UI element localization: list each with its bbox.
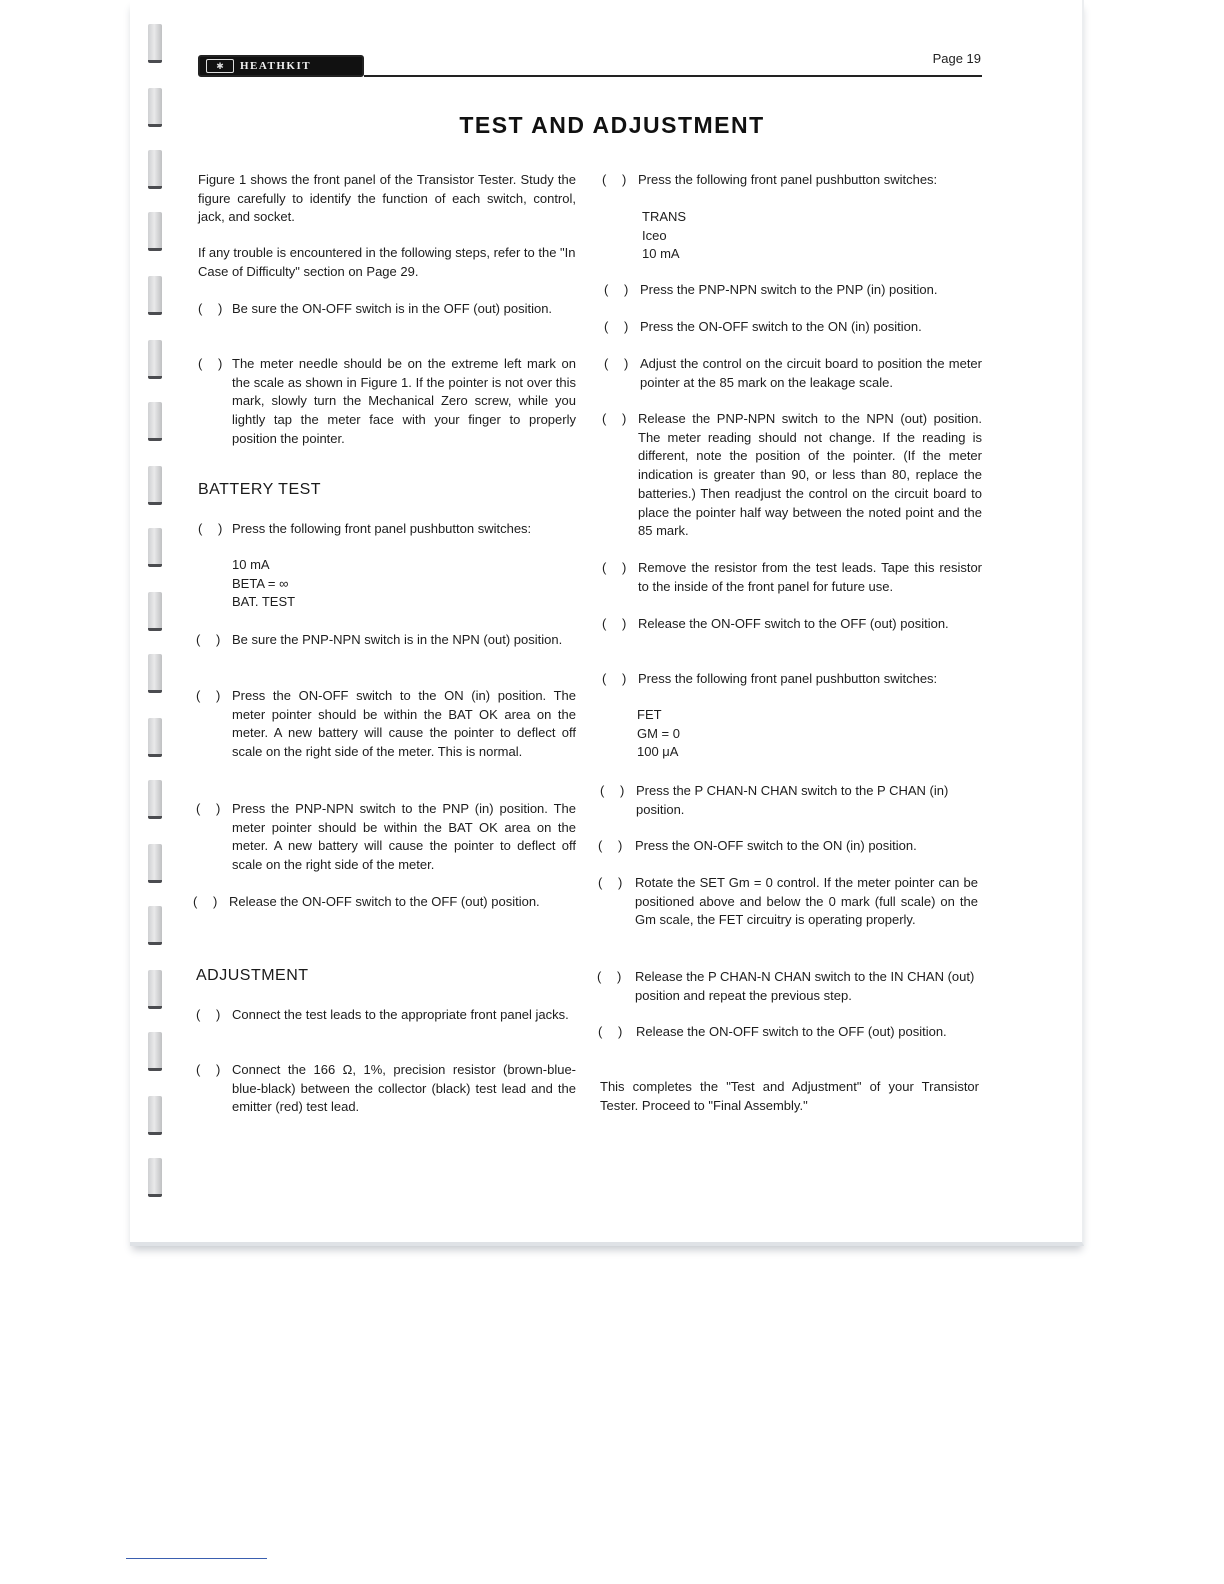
- closing-paragraph: This completes the "Test and Adjustment" of your Transistor Tester. Proceed to "Final Assembly.": [600, 1079, 979, 1113]
- switch-item: 10 mA: [642, 246, 680, 262]
- checkbox-marker[interactable]: ( ): [604, 282, 635, 297]
- heathkit-logo: [198, 55, 364, 77]
- switch-item: TRANS: [642, 209, 687, 224]
- switch-list: [637, 706, 680, 762]
- binder-tab: [148, 654, 162, 693]
- page-title: TEST AND ADJUSTMENT: [459, 112, 765, 138]
- checkbox-marker[interactable]: ( ): [602, 172, 633, 187]
- checklist-step: ( ) Connect the 166 Ω, 1%, precision resistor (brown-blue-blue-black) between the collector (black) test lead and the emitter (red) test lead.: [196, 1062, 576, 1115]
- binder-tab: [148, 906, 162, 945]
- checklist-step: ( ) Release the ON-OFF switch to the OFF (out) position.: [193, 893, 573, 931]
- binder-tab: [148, 466, 162, 505]
- checkbox-marker[interactable]: ( ): [198, 521, 229, 536]
- binder-tab: [148, 402, 162, 441]
- checkbox-marker[interactable]: ( ): [598, 1024, 629, 1039]
- binder-tab: [148, 1096, 162, 1135]
- switch-item: 10 mA: [232, 557, 270, 572]
- checkbox-marker[interactable]: ( ): [604, 356, 635, 371]
- checkbox-marker[interactable]: ( ): [602, 560, 633, 575]
- checklist-step: ( ) Press the P CHAN-N CHAN switch to the P CHAN (in) position.: [600, 783, 949, 817]
- binder-tab: [148, 780, 162, 819]
- footer-line: [126, 1558, 267, 1559]
- checkbox-marker[interactable]: ( ): [597, 969, 628, 984]
- checkbox-marker[interactable]: ( ): [600, 783, 631, 798]
- checkbox-marker[interactable]: ( ): [196, 1007, 227, 1022]
- binder-tab: [148, 718, 162, 757]
- checklist-step: ( ) The meter needle should be on the extreme left mark on the scale as shown in Figure 1. If the pointer is not over this mark, slowly turn the Mechanical Zero screw, while you lightly tap the meter face with your finger to properly position the pointer.: [198, 356, 576, 446]
- checkbox-marker[interactable]: ( ): [193, 894, 224, 909]
- binder-tab: [148, 970, 162, 1009]
- checklist-step: ( ) Release the ON-OFF switch to the OFF (out) position.: [602, 615, 982, 653]
- binder-tab: [148, 340, 162, 379]
- checkbox-marker[interactable]: ( ): [198, 301, 229, 316]
- switch-list: [642, 208, 686, 264]
- switch-item: BETA = ∞: [232, 575, 289, 591]
- switch-item: 100 μA: [637, 744, 679, 760]
- logo-emblem-icon: ✱: [206, 59, 234, 73]
- checkbox-marker[interactable]: ( ): [196, 801, 227, 816]
- checklist-step: ( ) Press the following front panel pushbutton switches:: [602, 171, 982, 191]
- intro-paragraph: Figure 1 shows the front panel of the Transistor Tester. Study the figure carefully to identify the function of each switch, control, jack, and socket.: [198, 172, 576, 225]
- checkbox-marker[interactable]: ( ): [196, 688, 227, 703]
- checklist-step: ( ) Rotate the SET Gm = 0 control. If the meter pointer can be positioned above and below the 0 mark (full scale) on the Gm scale, the FET circuitry is operating properly.: [598, 875, 978, 928]
- switch-item: FET: [637, 707, 662, 722]
- logo-text: HEATHKIT: [240, 60, 312, 72]
- checkbox-marker[interactable]: ( ): [602, 671, 633, 686]
- header-rule: [364, 75, 982, 77]
- checklist-step: ( ) Press the PNP-NPN switch to the PNP (in) position. The meter pointer should be within the BAT OK area on the meter. A new battery will cause the pointer to deflect off scale on the right side of the meter.: [196, 801, 576, 873]
- checkbox-marker[interactable]: ( ): [602, 616, 633, 631]
- switch-item: BAT. TEST: [232, 594, 296, 610]
- page-number: Page 19: [932, 51, 981, 66]
- switch-item: GM = 0: [637, 725, 680, 741]
- binder-tab: [148, 1032, 162, 1071]
- checklist-step: ( ) Remove the resistor from the test leads. Tape this resistor to the inside of the front panel for future use.: [602, 560, 982, 594]
- checklist-step: ( ) Press the ON-OFF switch to the ON (in) position.: [598, 837, 978, 857]
- switch-item: Iceo: [642, 227, 667, 243]
- checklist-step: ( ) Release the P CHAN-N CHAN switch to the IN CHAN (out) position and repeat the previous step.: [597, 969, 975, 1003]
- checklist-step: ( ) Release the PNP-NPN switch to the NPN (out) position. The meter reading should not change. If the reading is different, note the position of the pointer. (If the meter indication is greater than 90, or less than 80, replace the batteries.) Then readjust the control on the circuit board to place the pointer half way between the noted point and the 85 mark.: [602, 411, 982, 539]
- checkbox-marker[interactable]: ( ): [604, 319, 635, 334]
- binder-tab: [148, 150, 162, 189]
- switch-list: [232, 556, 295, 612]
- checklist-step: ( ) Press the following front panel pushbutton switches:: [602, 670, 982, 690]
- binder-tab: [148, 592, 162, 631]
- checklist-step: ( ) Press the ON-OFF switch to the ON (in) position. The meter pointer should be within the BAT OK area on the meter. A new battery will cause the pointer to deflect off scale on the right side of the meter. This is normal.: [196, 688, 576, 760]
- checklist-step: ( ) Press the following front panel pushbutton switches:: [198, 520, 576, 540]
- checklist-step: ( ) Press the PNP-NPN switch to the PNP (in) position.: [604, 281, 982, 301]
- checklist-step: ( ) Be sure the PNP-NPN switch is in the NPN (out) position.: [196, 631, 576, 669]
- checkbox-marker[interactable]: ( ): [602, 411, 633, 426]
- checkbox-marker[interactable]: ( ): [198, 356, 229, 371]
- checklist-step: ( ) Be sure the ON-OFF switch is in the OFF (out) position.: [198, 300, 576, 338]
- binder-tab: [148, 276, 162, 315]
- checklist-step: ( ) Connect the test leads to the appropriate front panel jacks.: [196, 1006, 576, 1044]
- section-heading-battery-test: BATTERY TEST: [198, 481, 322, 498]
- checkbox-marker[interactable]: ( ): [196, 632, 227, 647]
- section-heading-adjustment: ADJUSTMENT: [196, 967, 309, 984]
- checklist-step: ( ) Adjust the control on the circuit board to position the meter pointer at the 85 mark on the leakage scale.: [604, 356, 982, 390]
- binder-tab: [148, 1158, 162, 1197]
- checkbox-marker[interactable]: ( ): [196, 1062, 227, 1077]
- binder-tab: [148, 212, 162, 251]
- binder-tab: [148, 24, 162, 63]
- checklist-step: ( ) Release the ON-OFF switch to the OFF (out) position.: [598, 1023, 978, 1061]
- checklist-step: ( ) Press the ON-OFF switch to the ON (in) position.: [604, 318, 982, 338]
- binder-tab: [148, 528, 162, 567]
- checkbox-marker[interactable]: ( ): [598, 875, 629, 890]
- checkbox-marker[interactable]: ( ): [598, 838, 629, 853]
- binder-tab: [148, 844, 162, 883]
- intro-paragraph: If any trouble is encountered in the following steps, refer to the "In Case of Difficulty" section on Page 29.: [198, 245, 576, 279]
